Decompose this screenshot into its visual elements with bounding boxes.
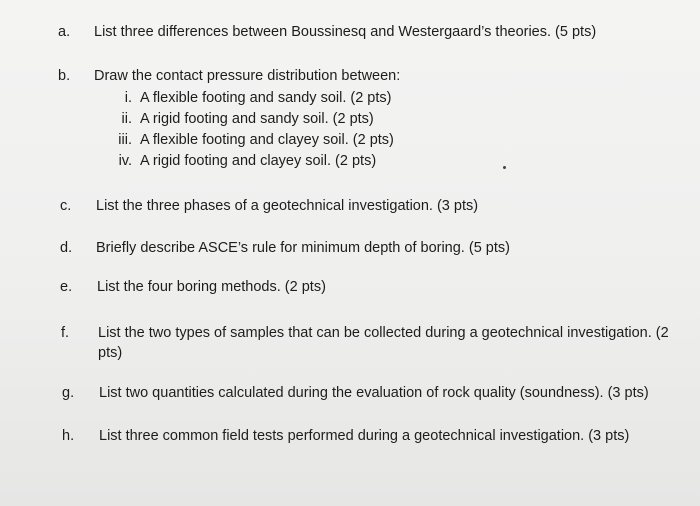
question-label: h. xyxy=(62,428,75,444)
subitem-number: iii. xyxy=(118,132,132,148)
question-text: List the four boring methods. (2 pts) xyxy=(97,279,326,295)
question-label: f. xyxy=(61,325,70,341)
question-label: d. xyxy=(60,240,73,256)
question-text: List the two types of samples that can be collected during a geotechnical investigation. (2 pts) xyxy=(98,325,669,361)
question-label: g. xyxy=(62,385,75,401)
stray-mark xyxy=(503,166,506,169)
subitem-number: iv. xyxy=(118,153,132,169)
question-text: List three common field tests performed during a geotechnical investigation. (3 pts) xyxy=(99,428,630,444)
question-text: Briefly describe ASCE’s rule for minimum depth of boring. (5 pts) xyxy=(96,240,510,256)
subitem-text: A flexible footing and sandy soil. (2 pts) xyxy=(140,90,392,106)
question-label: c. xyxy=(60,198,72,214)
subitem-number: ii. xyxy=(121,111,132,127)
question-text: Draw the contact pressure distribution between: xyxy=(94,68,401,84)
subitem-number: i. xyxy=(124,90,132,106)
question-text: List the three phases of a geotechnical investigation. (3 pts) xyxy=(96,198,479,214)
question-label: b. xyxy=(58,68,71,84)
question-label: a. xyxy=(58,24,71,40)
subitem-text: A rigid footing and sandy soil. (2 pts) xyxy=(140,111,374,127)
question-text: List two quantities calculated during the evaluation of rock quality (soundness). (3 pts) xyxy=(99,385,649,401)
question-label: e. xyxy=(60,279,73,295)
subitem-text: A flexible footing and clayey soil. (2 pts) xyxy=(140,132,394,148)
subitem-text: A rigid footing and clayey soil. (2 pts) xyxy=(140,153,377,169)
question-text: List three differences between Boussinesq and Westergaard’s theories. (5 pts) xyxy=(94,24,597,40)
